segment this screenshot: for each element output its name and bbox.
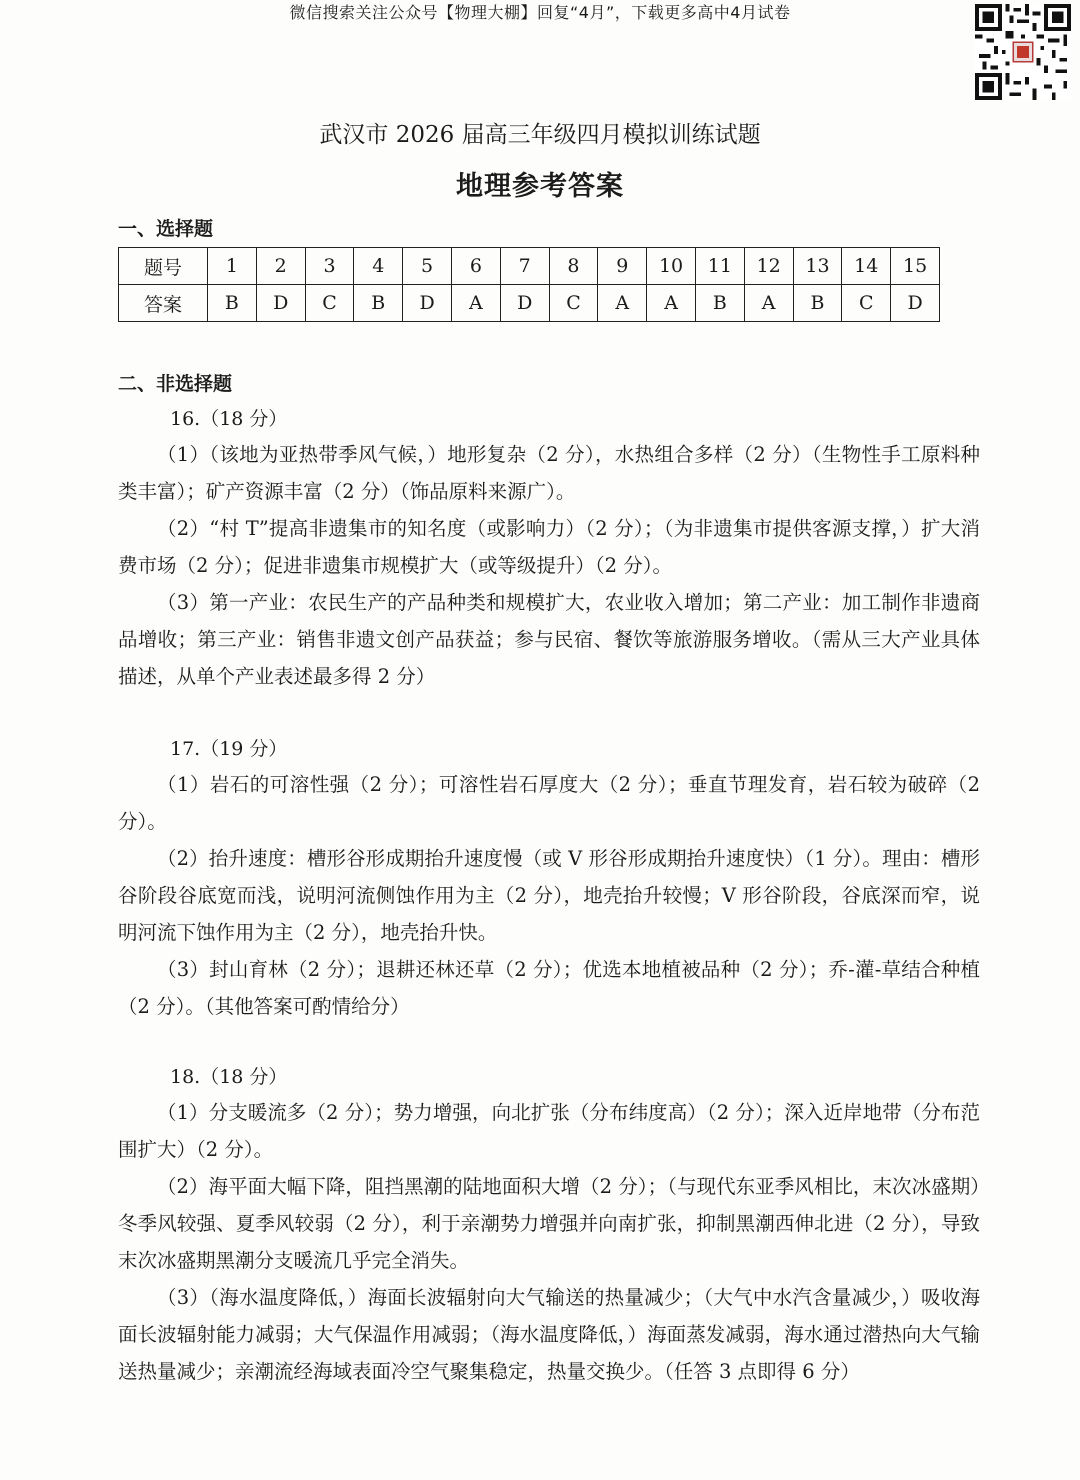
question-number-cell: 7 [500, 248, 549, 285]
question-number-cell: 15 [891, 248, 940, 285]
qr-code-icon[interactable] [975, 4, 1071, 100]
promo-banner: 微信搜索关注公众号【物理大棚】回复“4月”，下载更多高中4月试卷 [289, 3, 791, 22]
question-number-cell: 5 [403, 248, 452, 285]
answer-paragraph: （2）“村 T”提高非遗集市的知名度（或影响力）（2 分）；（为非遗集市提供客源支撑，）扩大消费市场（2 分）；促进非遗集市规模扩大（或等级提升）（2 分）。 [118, 517, 980, 577]
row-label-answer: 答案 [119, 285, 208, 322]
answer-table [118, 247, 940, 322]
answer-paragraph: （3）（海水温度降低，）海面长波辐射向大气输送的热量减少；（大气中水汽含量减少，）吸收海面长波辐射能力减弱；大气保温作用减弱；（海水温度降低，）海面蒸发减弱，海水通过潜热向大气输送热量减少；亲潮流经海域表面冷空气聚集稳定，热量交换少。（任答 3 点即得 6 分） [118, 1286, 980, 1383]
answer-paragraph: （3）封山育林（2 分）；退耕还林还草（2 分）；优选本地植被品种（2 分）；乔-灌-草结合种植（2 分）。（其他答案可酌情给分） [118, 958, 980, 1018]
answer-paragraph: （2）海平面大幅下降，阻挡黑潮的陆地面积大增（2 分）；（与现代东亚季风相比，末次冰盛期）冬季风较强、夏季风较弱（2 分），利于亲潮势力增强并向南扩张，抑制黑潮西伸北进（2 分），导致末次冰盛期黑潮分支暖流几乎完全消失。 [118, 1175, 980, 1272]
question-18 [118, 1060, 980, 1390]
question-17 [118, 732, 980, 1025]
question-number-cell: 10 [647, 248, 696, 285]
answer-cell: D [403, 285, 452, 322]
question-number-cell: 6 [451, 248, 500, 285]
section-heading-open: 二、非选择题 [118, 373, 233, 395]
section-heading-choice: 一、选择题 [118, 218, 214, 240]
row-label-number: 题号 [119, 248, 208, 285]
answer-cell: A [598, 285, 647, 322]
answer-cell: A [744, 285, 793, 322]
answer-cell: B [695, 285, 744, 322]
answer-paragraph: （1）（该地为亚热带季风气候，）地形复杂（2 分），水热组合多样（2 分）（生物性手工原料种类丰富）；矿产资源丰富（2 分）（饰品原料来源广）。 [118, 443, 980, 503]
answer-cell: C [842, 285, 891, 322]
answer-cell: B [354, 285, 403, 322]
page-title: 地理参考答案 [456, 171, 624, 202]
answer-paragraph: （1）岩石的可溶性强（2 分）；可溶性岩石厚度大（2 分）；垂直节理发育，岩石较为破碎（2 分）。 [118, 773, 980, 833]
answer-paragraph: （1）分支暖流多（2 分）；势力增强，向北扩张（分布纬度高）（2 分）；深入近岸地带（分布范围扩大）（2 分）。 [118, 1101, 980, 1161]
table-row-answers [119, 285, 940, 322]
question-title: 18.（18 分） [170, 1066, 288, 1088]
answer-cell: D [256, 285, 305, 322]
question-title: 17.（19 分） [170, 738, 288, 760]
question-number-cell: 4 [354, 248, 403, 285]
question-number-cell: 8 [549, 248, 598, 285]
answer-cell: B [208, 285, 257, 322]
question-number-cell: 13 [793, 248, 842, 285]
question-number-cell: 14 [842, 248, 891, 285]
question-number-cell: 2 [256, 248, 305, 285]
question-number-cell: 12 [744, 248, 793, 285]
answer-paragraph: （3）第一产业：农民生产的产品种类和规模扩大，农业收入增加；第二产业：加工制作非遗商品增收；第三产业：销售非遗文创产品获益；参与民宿、餐饮等旅游服务增收。（需从三大产业具体描述，从单个产业表述最多得 2 分） [118, 591, 980, 688]
answer-cell: B [793, 285, 842, 322]
question-number-cell: 1 [208, 248, 257, 285]
answer-cell: A [647, 285, 696, 322]
answer-cell: C [305, 285, 354, 322]
answer-cell: D [500, 285, 549, 322]
question-number-cell: 11 [695, 248, 744, 285]
question-number-cell: 3 [305, 248, 354, 285]
answer-cell: C [549, 285, 598, 322]
answer-paragraph: （2）抬升速度：槽形谷形成期抬升速度慢（或 V 形谷形成期抬升速度快）（1 分）。理由：槽形谷阶段谷底宽而浅，说明河流侧蚀作用为主（2 分），地壳抬升较慢；V 形谷阶段，谷底深而窄，说明河流下蚀作用为主（2 分），地壳抬升快。 [118, 847, 980, 944]
answer-cell: D [891, 285, 940, 322]
table-row-numbers [119, 248, 940, 285]
question-16 [118, 402, 980, 695]
exam-title: 武汉市 2026 届高三年级四月模拟训练试题 [319, 122, 761, 148]
answer-cell: A [451, 285, 500, 322]
question-number-cell: 9 [598, 248, 647, 285]
question-title: 16.（18 分） [170, 408, 288, 430]
